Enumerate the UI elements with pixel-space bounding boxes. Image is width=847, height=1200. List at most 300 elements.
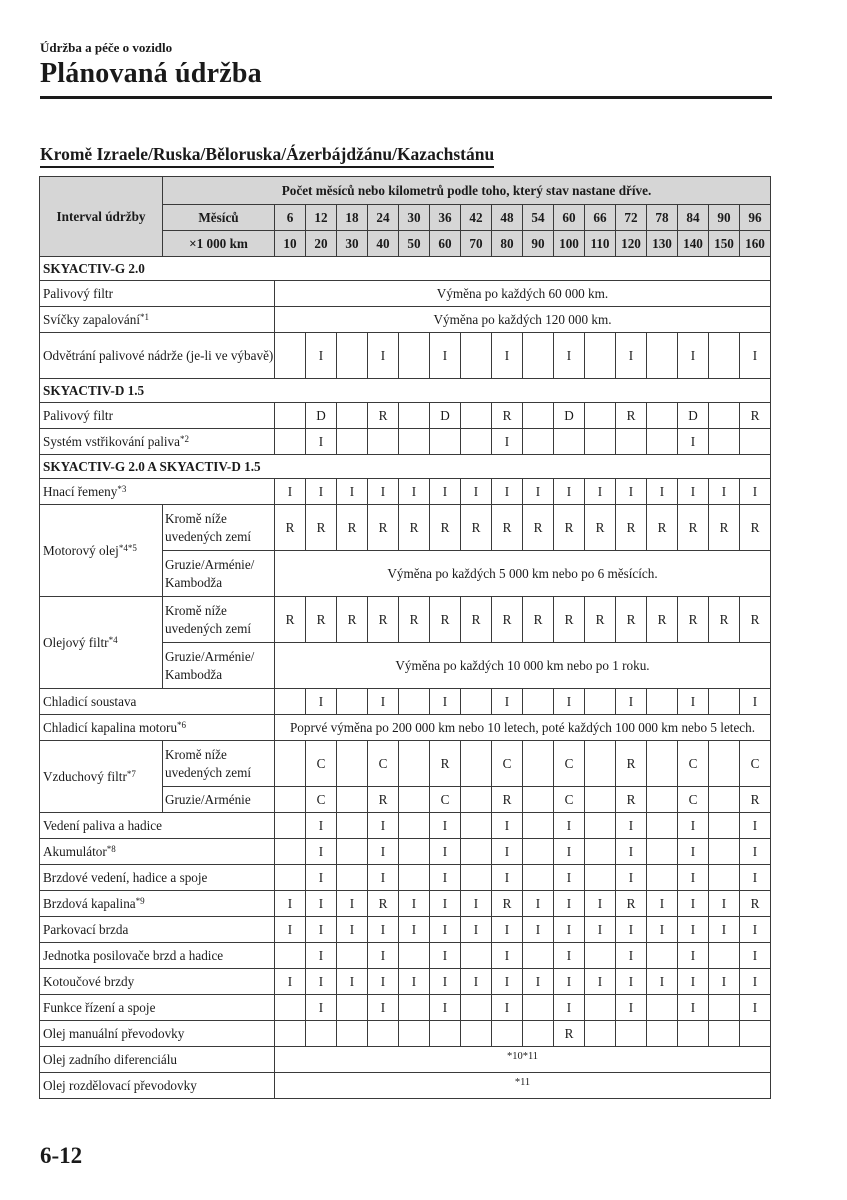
cell-system-vstrikovani-paliva-30 xyxy=(399,429,430,455)
title-rule xyxy=(40,96,772,99)
cell-vzduchovy-filtr-48 xyxy=(492,787,523,813)
cell-akumulator-12-text: I xyxy=(318,843,324,859)
cell-brzdova-kapalina-54-text: I xyxy=(535,895,541,911)
cell-olejovy-filtr-90-text: R xyxy=(719,611,729,627)
cell-olej-manualni-prevodovky-18 xyxy=(337,1021,368,1047)
cell-jednotka-posilovace-brzd-a-hadice-60 xyxy=(554,943,585,969)
month-6 xyxy=(275,205,306,231)
sublabel-krome-nize-uvedenych-zemi xyxy=(163,505,275,551)
footnote-ref: *4*5 xyxy=(118,542,137,553)
cell-olejovy-filtr-54 xyxy=(523,597,554,643)
cell-chladici-soustava-36-text: I xyxy=(442,693,448,709)
cell-hnaci-remeny-48 xyxy=(492,479,523,505)
month-84 xyxy=(678,205,709,231)
cell-akumulator-90 xyxy=(709,839,740,865)
cell-funkce-rizeni-a-spoje-42 xyxy=(461,995,492,1021)
cell-vedeni-paliva-a-hadice-72-text: I xyxy=(628,817,634,833)
span-svicky-zapalovani-text: Výměna po každých 120 000 km. xyxy=(433,311,612,327)
cell-parkovaci-brzda-6-text: I xyxy=(287,921,293,937)
cell-motorovy-olej-90-text: R xyxy=(719,519,729,535)
cell-jednotka-posilovace-brzd-a-hadice-36-text: I xyxy=(442,947,448,963)
cell-parkovaci-brzda-18 xyxy=(337,917,368,943)
month-18 xyxy=(337,205,368,231)
cell-brzdove-vedeni-hadice-a-spoje-60-text: I xyxy=(566,869,572,885)
cell-brzdova-kapalina-12-text: I xyxy=(318,895,324,911)
cell-palivovy-filtr-6 xyxy=(275,403,306,429)
cell-olejovy-filtr-12-text: R xyxy=(316,611,326,627)
cell-palivovy-filtr-90 xyxy=(709,403,740,429)
row-label-motorovy-olej xyxy=(40,505,163,597)
cell-brzdova-kapalina-60 xyxy=(554,891,585,917)
cell-vedeni-paliva-a-hadice-84 xyxy=(678,813,709,839)
cell-chladici-soustava-72-text: I xyxy=(628,693,634,709)
cell-vzduchovy-filtr-84 xyxy=(678,741,709,787)
cell-palivovy-filtr-36-text: D xyxy=(440,407,450,423)
month-42-text: 42 xyxy=(469,209,483,225)
km-140-text: 140 xyxy=(683,235,703,251)
cell-jednotka-posilovace-brzd-a-hadice-96-text: I xyxy=(752,947,758,963)
cell-palivovy-filtr-72 xyxy=(616,403,647,429)
cell-system-vstrikovani-paliva-6 xyxy=(275,429,306,455)
km-110-text: 110 xyxy=(590,235,610,251)
row-label-brzdova-kapalina xyxy=(40,891,275,917)
cell-palivovy-filtr-12-text: D xyxy=(316,407,326,423)
cell-funkce-rizeni-a-spoje-60-text: I xyxy=(566,999,572,1015)
footnote-ref: *6 xyxy=(177,719,187,730)
km-60-text: 60 xyxy=(438,235,452,251)
cell-parkovaci-brzda-24-text: I xyxy=(380,921,386,937)
cell-akumulator-54 xyxy=(523,839,554,865)
cell-funkce-rizeni-a-spoje-90 xyxy=(709,995,740,1021)
cell-system-vstrikovani-paliva-12-text: I xyxy=(318,433,324,449)
cell-olejovy-filtr-18-text: R xyxy=(347,611,357,627)
cell-vzduchovy-filtr-84-text: C xyxy=(688,791,698,807)
cell-parkovaci-brzda-54-text: I xyxy=(535,921,541,937)
row-label-olejovy-filtr-text: Olejový filtr xyxy=(43,634,109,650)
cell-system-vstrikovani-paliva-24 xyxy=(368,429,399,455)
cell-vzduchovy-filtr-48-text: R xyxy=(502,791,512,807)
row-label-funkce-rizeni-a-spoje xyxy=(40,995,275,1021)
cell-akumulator-42 xyxy=(461,839,492,865)
cell-motorovy-olej-48 xyxy=(492,505,523,551)
cell-palivovy-filtr-12 xyxy=(306,403,337,429)
cell-kotoucove-brzdy-12-text: I xyxy=(318,973,324,989)
km-70 xyxy=(461,231,492,257)
row-label-brzdove-vedeni-hadice-a-spoje-text: Brzdové vedení, hadice a spoje xyxy=(43,869,208,885)
cell-vedeni-paliva-a-hadice-12-text: I xyxy=(318,817,324,833)
section-skyactiv-g-2-0-text: SKYACTIV-G 2.0 xyxy=(43,260,145,276)
cell-chladici-soustava-60-text: I xyxy=(566,693,572,709)
km-120 xyxy=(616,231,647,257)
cell-kotoucove-brzdy-30-text: I xyxy=(411,973,417,989)
cell-brzdova-kapalina-90-text: I xyxy=(721,895,727,911)
cell-vedeni-paliva-a-hadice-66 xyxy=(585,813,616,839)
row-label-olej-manualni-prevodovky xyxy=(40,1021,275,1047)
cell-hnaci-remeny-36-text: I xyxy=(442,483,448,499)
cell-motorovy-olej-6 xyxy=(275,505,306,551)
cell-brzdove-vedeni-hadice-a-spoje-24 xyxy=(368,865,399,891)
cell-parkovaci-brzda-36 xyxy=(430,917,461,943)
cell-brzdova-kapalina-18-text: I xyxy=(349,895,355,911)
cell-kotoucove-brzdy-54-text: I xyxy=(535,973,541,989)
cell-funkce-rizeni-a-spoje-66 xyxy=(585,995,616,1021)
interval-header-text: Interval údržby xyxy=(56,208,146,224)
cell-chladici-soustava-96 xyxy=(740,689,771,715)
cell-parkovaci-brzda-78-text: I xyxy=(659,921,665,937)
cell-olej-manualni-prevodovky-6 xyxy=(275,1021,306,1047)
km-150-text: 150 xyxy=(714,235,734,251)
cell-brzdove-vedeni-hadice-a-spoje-72 xyxy=(616,865,647,891)
cell-motorovy-olej-66 xyxy=(585,505,616,551)
cell-vzduchovy-filtr-36 xyxy=(430,787,461,813)
cell-kotoucove-brzdy-18-text: I xyxy=(349,973,355,989)
row-label-kotoucove-brzdy-text: Kotoučové brzdy xyxy=(43,973,135,989)
row-label-olej-zadniho-diferencialu-text: Olej zadního diferenciálu xyxy=(43,1051,178,1067)
cell-vzduchovy-filtr-24-text: R xyxy=(378,791,388,807)
cell-vzduchovy-filtr-78 xyxy=(647,787,678,813)
cell-kotoucove-brzdy-72-text: I xyxy=(628,973,634,989)
cell-motorovy-olej-24-text: R xyxy=(378,519,388,535)
km-80-text: 80 xyxy=(500,235,514,251)
cell-chladici-soustava-54 xyxy=(523,689,554,715)
cell-chladici-soustava-48-text: I xyxy=(504,693,510,709)
month-12-text: 12 xyxy=(314,209,328,225)
table-subtitle: Kromě Izraele/Ruska/Běloruska/Ázerbájdžánu/Kazachstánu xyxy=(40,144,494,168)
cell-chladici-soustava-60 xyxy=(554,689,585,715)
cell-palivovy-filtr-18 xyxy=(337,403,368,429)
cell-vedeni-paliva-a-hadice-36-text: I xyxy=(442,817,448,833)
row-label-vzduchovy-filtr-text: Vzduchový filtr xyxy=(43,768,127,784)
cell-odvetrani-palivove-nadrze-je-li-ve-vybave-78 xyxy=(647,333,678,379)
cell-brzdove-vedeni-hadice-a-spoje-48 xyxy=(492,865,523,891)
cell-palivovy-filtr-84 xyxy=(678,403,709,429)
row-label-odvetrani-palivove-nadrze-je-li-ve-vybave xyxy=(40,333,275,379)
km-20 xyxy=(306,231,337,257)
month-48 xyxy=(492,205,523,231)
cell-vzduchovy-filtr-90 xyxy=(709,787,740,813)
cell-jednotka-posilovace-brzd-a-hadice-42 xyxy=(461,943,492,969)
cell-brzdove-vedeni-hadice-a-spoje-36 xyxy=(430,865,461,891)
cell-vzduchovy-filtr-6 xyxy=(275,741,306,787)
cell-akumulator-72 xyxy=(616,839,647,865)
cell-parkovaci-brzda-60-text: I xyxy=(566,921,572,937)
cell-brzdove-vedeni-hadice-a-spoje-36-text: I xyxy=(442,869,448,885)
cell-parkovaci-brzda-24 xyxy=(368,917,399,943)
span-chladici-kapalina-motoru xyxy=(275,715,771,741)
cell-jednotka-posilovace-brzd-a-hadice-96 xyxy=(740,943,771,969)
cell-brzdove-vedeni-hadice-a-spoje-96 xyxy=(740,865,771,891)
cell-parkovaci-brzda-72 xyxy=(616,917,647,943)
cell-hnaci-remeny-36 xyxy=(430,479,461,505)
maintenance-schedule-table xyxy=(39,176,771,1099)
cell-palivovy-filtr-54 xyxy=(523,403,554,429)
cell-vzduchovy-filtr-12-text: C xyxy=(316,755,326,771)
row-label-palivovy-filtr-text: Palivový filtr xyxy=(43,285,113,301)
cell-funkce-rizeni-a-spoje-48-text: I xyxy=(504,999,510,1015)
cell-odvetrani-palivove-nadrze-je-li-ve-vybave-66 xyxy=(585,333,616,379)
cell-akumulator-30 xyxy=(399,839,430,865)
cell-kotoucove-brzdy-54 xyxy=(523,969,554,995)
cell-brzdova-kapalina-24 xyxy=(368,891,399,917)
row-label-olej-zadniho-diferencialu xyxy=(40,1047,275,1073)
cell-akumulator-36-text: I xyxy=(442,843,448,859)
cell-brzdova-kapalina-54 xyxy=(523,891,554,917)
cell-brzdova-kapalina-66 xyxy=(585,891,616,917)
cell-brzdove-vedeni-hadice-a-spoje-6 xyxy=(275,865,306,891)
month-66 xyxy=(585,205,616,231)
cell-olejovy-filtr-36-text: R xyxy=(440,611,450,627)
cell-parkovaci-brzda-30 xyxy=(399,917,430,943)
cell-olejovy-filtr-30 xyxy=(399,597,430,643)
cell-kotoucove-brzdy-24-text: I xyxy=(380,973,386,989)
cell-funkce-rizeni-a-spoje-54 xyxy=(523,995,554,1021)
cell-brzdova-kapalina-6 xyxy=(275,891,306,917)
cell-chladici-soustava-30 xyxy=(399,689,430,715)
cell-akumulator-96 xyxy=(740,839,771,865)
row-label-palivovy-filtr-text: Palivový filtr xyxy=(43,407,113,423)
cell-hnaci-remeny-42-text: I xyxy=(473,483,479,499)
cell-hnaci-remeny-30-text: I xyxy=(411,483,417,499)
month-78 xyxy=(647,205,678,231)
footnote-ref: *3 xyxy=(117,483,127,494)
interval-top-header xyxy=(163,177,771,205)
sublabel-gruzie-armenie-text: Gruzie/Arménie xyxy=(165,791,251,807)
cell-olej-manualni-prevodovky-84 xyxy=(678,1021,709,1047)
cell-motorovy-olej-96 xyxy=(740,505,771,551)
row-label-system-vstrikovani-paliva-text: Systém vstřikování paliva xyxy=(43,433,180,449)
cell-brzdove-vedeni-hadice-a-spoje-42 xyxy=(461,865,492,891)
cell-vedeni-paliva-a-hadice-12 xyxy=(306,813,337,839)
cell-vzduchovy-filtr-42 xyxy=(461,787,492,813)
cell-jednotka-posilovace-brzd-a-hadice-66 xyxy=(585,943,616,969)
row-label-chladici-kapalina-motoru xyxy=(40,715,275,741)
km-60 xyxy=(430,231,461,257)
km-40-text: 40 xyxy=(376,235,390,251)
cell-vedeni-paliva-a-hadice-48-text: I xyxy=(504,817,510,833)
cell-vedeni-paliva-a-hadice-54 xyxy=(523,813,554,839)
cell-kotoucove-brzdy-90-text: I xyxy=(721,973,727,989)
cell-kotoucove-brzdy-48 xyxy=(492,969,523,995)
cell-motorovy-olej-54 xyxy=(523,505,554,551)
cell-vedeni-paliva-a-hadice-48 xyxy=(492,813,523,839)
cell-olejovy-filtr-60 xyxy=(554,597,585,643)
span-svicky-zapalovani xyxy=(275,307,771,333)
cell-brzdova-kapalina-42-text: I xyxy=(473,895,479,911)
page-title: Plánovaná údržba xyxy=(40,58,262,89)
cell-hnaci-remeny-60 xyxy=(554,479,585,505)
cell-odvetrani-palivove-nadrze-je-li-ve-vybave-36-text: I xyxy=(442,347,448,363)
month-84-text: 84 xyxy=(686,209,700,225)
cell-motorovy-olej-42-text: R xyxy=(471,519,481,535)
sublabel-gruzie-armenie-kambodza-text: Gruzie/Arménie/ Kambodža xyxy=(165,557,255,590)
cell-hnaci-remeny-12 xyxy=(306,479,337,505)
month-12 xyxy=(306,205,337,231)
cell-parkovaci-brzda-72-text: I xyxy=(628,921,634,937)
row-label-vedeni-paliva-a-hadice-text: Vedení paliva a hadice xyxy=(43,817,162,833)
km-150 xyxy=(709,231,740,257)
cell-hnaci-remeny-84 xyxy=(678,479,709,505)
cell-jednotka-posilovace-brzd-a-hadice-60-text: I xyxy=(566,947,572,963)
cell-vzduchovy-filtr-30 xyxy=(399,741,430,787)
cell-brzdove-vedeni-hadice-a-spoje-72-text: I xyxy=(628,869,634,885)
cell-vedeni-paliva-a-hadice-60-text: I xyxy=(566,817,572,833)
interval-top-header-text: Počet měsíců nebo kilometrů podle toho, který stav nastane dříve. xyxy=(281,182,652,198)
row-label-brzdove-vedeni-hadice-a-spoje xyxy=(40,865,275,891)
month-90 xyxy=(709,205,740,231)
cell-odvetrani-palivove-nadrze-je-li-ve-vybave-12 xyxy=(306,333,337,379)
cell-parkovaci-brzda-90 xyxy=(709,917,740,943)
cell-brzdova-kapalina-90 xyxy=(709,891,740,917)
cell-parkovaci-brzda-66-text: I xyxy=(597,921,603,937)
cell-akumulator-66 xyxy=(585,839,616,865)
cell-parkovaci-brzda-90-text: I xyxy=(721,921,727,937)
cell-jednotka-posilovace-brzd-a-hadice-48-text: I xyxy=(504,947,510,963)
sublabel-krome-nize-uvedenych-zemi xyxy=(163,597,275,643)
cell-vzduchovy-filtr-90 xyxy=(709,741,740,787)
span-text-text: Výměna po každých 10 000 km nebo po 1 roku. xyxy=(395,657,650,673)
km-160 xyxy=(740,231,771,257)
cell-olejovy-filtr-42 xyxy=(461,597,492,643)
cell-funkce-rizeni-a-spoje-60 xyxy=(554,995,585,1021)
cell-chladici-soustava-24-text: I xyxy=(380,693,386,709)
cell-akumulator-6 xyxy=(275,839,306,865)
cell-vedeni-paliva-a-hadice-96-text: I xyxy=(752,817,758,833)
month-66-text: 66 xyxy=(593,209,607,225)
span-chladici-kapalina-motoru-text: Poprvé výměna po 200 000 km nebo 10 letech, poté každých 100 000 km nebo 5 letech. xyxy=(289,719,756,735)
cell-vedeni-paliva-a-hadice-78 xyxy=(647,813,678,839)
month-78-text: 78 xyxy=(655,209,669,225)
month-90-text: 90 xyxy=(717,209,731,225)
cell-vzduchovy-filtr-96 xyxy=(740,787,771,813)
cell-vedeni-paliva-a-hadice-6 xyxy=(275,813,306,839)
month-30 xyxy=(399,205,430,231)
cell-parkovaci-brzda-42-text: I xyxy=(473,921,479,937)
cell-funkce-rizeni-a-spoje-84 xyxy=(678,995,709,1021)
cell-chladici-soustava-24 xyxy=(368,689,399,715)
cell-vzduchovy-filtr-72 xyxy=(616,787,647,813)
cell-motorovy-olej-6-text: R xyxy=(285,519,295,535)
cell-brzdove-vedeni-hadice-a-spoje-48-text: I xyxy=(504,869,510,885)
km-80 xyxy=(492,231,523,257)
cell-system-vstrikovani-paliva-48-text: I xyxy=(504,433,510,449)
cell-akumulator-60 xyxy=(554,839,585,865)
row-label-olejovy-filtr xyxy=(40,597,163,689)
cell-jednotka-posilovace-brzd-a-hadice-72 xyxy=(616,943,647,969)
cell-chladici-soustava-72 xyxy=(616,689,647,715)
month-36-text: 36 xyxy=(438,209,452,225)
cell-system-vstrikovani-paliva-36 xyxy=(430,429,461,455)
cell-vzduchovy-filtr-36 xyxy=(430,741,461,787)
cell-kotoucove-brzdy-24 xyxy=(368,969,399,995)
cell-kotoucove-brzdy-42-text: I xyxy=(473,973,479,989)
cell-odvetrani-palivove-nadrze-je-li-ve-vybave-54 xyxy=(523,333,554,379)
cell-vedeni-paliva-a-hadice-24 xyxy=(368,813,399,839)
km-20-text: 20 xyxy=(314,235,328,251)
cell-motorovy-olej-96-text: R xyxy=(750,519,760,535)
cell-brzdova-kapalina-84 xyxy=(678,891,709,917)
row-label-parkovaci-brzda xyxy=(40,917,275,943)
cell-palivovy-filtr-42 xyxy=(461,403,492,429)
row-label-brzdova-kapalina-text: Brzdová kapalina xyxy=(43,895,136,911)
cell-jednotka-posilovace-brzd-a-hadice-12-text: I xyxy=(318,947,324,963)
cell-olejovy-filtr-12 xyxy=(306,597,337,643)
section-skyactiv-g-2-0-a-skyactiv-d-1-5 xyxy=(40,455,771,479)
cell-brzdova-kapalina-72 xyxy=(616,891,647,917)
cell-jednotka-posilovace-brzd-a-hadice-54 xyxy=(523,943,554,969)
cell-hnaci-remeny-18-text: I xyxy=(349,483,355,499)
cell-olej-manualni-prevodovky-96 xyxy=(740,1021,771,1047)
cell-olejovy-filtr-6-text: R xyxy=(285,611,295,627)
cell-system-vstrikovani-paliva-18 xyxy=(337,429,368,455)
cell-parkovaci-brzda-48-text: I xyxy=(504,921,510,937)
cell-hnaci-remeny-42 xyxy=(461,479,492,505)
cell-chladici-soustava-12-text: I xyxy=(318,693,324,709)
cell-jednotka-posilovace-brzd-a-hadice-6 xyxy=(275,943,306,969)
month-60-text: 60 xyxy=(562,209,576,225)
row-label-svicky-zapalovani-text: Svíčky zapalování xyxy=(43,311,141,327)
cell-odvetrani-palivove-nadrze-je-li-ve-vybave-48 xyxy=(492,333,523,379)
cell-vzduchovy-filtr-78 xyxy=(647,741,678,787)
cell-jednotka-posilovace-brzd-a-hadice-18 xyxy=(337,943,368,969)
cell-funkce-rizeni-a-spoje-78 xyxy=(647,995,678,1021)
cell-chladici-soustava-66 xyxy=(585,689,616,715)
cell-vzduchovy-filtr-36-text: C xyxy=(440,791,450,807)
cell-kotoucove-brzdy-18 xyxy=(337,969,368,995)
cell-odvetrani-palivove-nadrze-je-li-ve-vybave-84-text: I xyxy=(690,347,696,363)
row-label-chladici-kapalina-motoru-text: Chladicí kapalina motoru xyxy=(43,719,178,735)
month-72 xyxy=(616,205,647,231)
cell-parkovaci-brzda-66 xyxy=(585,917,616,943)
cell-olejovy-filtr-78-text: R xyxy=(657,611,667,627)
cell-vzduchovy-filtr-72 xyxy=(616,741,647,787)
footnote-ref: *1 xyxy=(140,311,150,322)
cell-akumulator-84-text: I xyxy=(690,843,696,859)
span-palivovy-filtr-text: Výměna po každých 60 000 km. xyxy=(436,285,609,301)
cell-kotoucove-brzdy-42 xyxy=(461,969,492,995)
cell-chladici-soustava-96-text: I xyxy=(752,693,758,709)
row-label-olej-rozdelovaci-prevodovky xyxy=(40,1073,275,1099)
cell-funkce-rizeni-a-spoje-12-text: I xyxy=(318,999,324,1015)
section-skyactiv-g-2-0-a-skyactiv-d-1-5-text: SKYACTIV-G 2.0 A SKYACTIV-D 1.5 xyxy=(43,458,261,474)
span-text xyxy=(275,643,771,689)
span-olej-rozdelovaci-prevodovky-text: *11 xyxy=(514,1077,531,1089)
month-60 xyxy=(554,205,585,231)
cell-brzdova-kapalina-36-text: I xyxy=(442,895,448,911)
cell-olej-manualni-prevodovky-60 xyxy=(554,1021,585,1047)
section-skyactiv-d-1-5 xyxy=(40,379,771,403)
month-54 xyxy=(523,205,554,231)
cell-odvetrani-palivove-nadrze-je-li-ve-vybave-96-text: I xyxy=(752,347,758,363)
cell-olejovy-filtr-72 xyxy=(616,597,647,643)
cell-system-vstrikovani-paliva-60 xyxy=(554,429,585,455)
cell-olej-manualni-prevodovky-72 xyxy=(616,1021,647,1047)
cell-vedeni-paliva-a-hadice-36 xyxy=(430,813,461,839)
cell-kotoucove-brzdy-78 xyxy=(647,969,678,995)
km-160-text: 160 xyxy=(745,235,765,251)
cell-system-vstrikovani-paliva-84 xyxy=(678,429,709,455)
cell-brzdove-vedeni-hadice-a-spoje-60 xyxy=(554,865,585,891)
month-36 xyxy=(430,205,461,231)
cell-motorovy-olej-78 xyxy=(647,505,678,551)
cell-chladici-soustava-78 xyxy=(647,689,678,715)
row-label-akumulator xyxy=(40,839,275,865)
cell-odvetrani-palivove-nadrze-je-li-ve-vybave-30 xyxy=(399,333,430,379)
cell-vzduchovy-filtr-18 xyxy=(337,787,368,813)
cell-brzdova-kapalina-78-text: I xyxy=(659,895,665,911)
cell-funkce-rizeni-a-spoje-72 xyxy=(616,995,647,1021)
cell-kotoucove-brzdy-6 xyxy=(275,969,306,995)
row-label-palivovy-filtr xyxy=(40,403,275,429)
